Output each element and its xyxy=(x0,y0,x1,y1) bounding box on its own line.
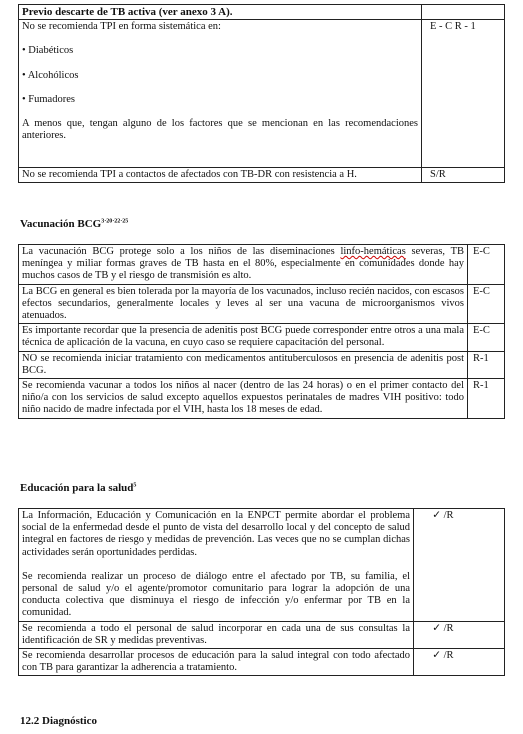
tpi-table xyxy=(18,4,505,183)
list-item: • Fumadores xyxy=(22,93,75,105)
recommendation-cell: Se recomienda vacunar a todos los niños al nacer (dentro de las 24 horas) o en el primer contacto del niño/a con los servicios de salud excepto aquellos expuestos perinatales de madres VIH positivo: todo niño nacido de madre infectada por el VIH, hasta los 18 meses de edad. xyxy=(19,379,468,419)
table-row xyxy=(19,621,505,648)
tpi-header: Previo descarte de TB activa (ver anexo 3 A). xyxy=(19,5,422,20)
table-row xyxy=(19,284,505,324)
recommendation-cell xyxy=(19,245,468,285)
recommendation-cell: NO se recomienda iniciar tratamiento con medicamentos antituberculosos en presencia de adenitis post BCG. xyxy=(19,351,468,378)
reference-superscript: 3·20·22·25 xyxy=(101,218,129,225)
code-cell: E - C R - 1 xyxy=(422,20,505,168)
recommendation-text: La vacunación BCG protege solo a los niños de las diseminaciones xyxy=(22,246,341,257)
table-row xyxy=(19,324,505,351)
code-cell xyxy=(422,5,505,20)
code-cell: R-1 xyxy=(468,379,505,419)
code-cell: E-C xyxy=(468,245,505,285)
table-row xyxy=(19,351,505,378)
recommendation-cell: Se recomienda a todo el personal de salud incorporar en cada una de sus consultas la identificación de SR y medidas preventivas. xyxy=(19,621,414,648)
section-title-education xyxy=(20,482,136,494)
recommendation-cell: Es importante recordar que la presencia de adenitis post BCG puede corresponder entre otros a una mala técnica de aplicación de la vacuna, en cuyo caso se requiere capacitación del personal. xyxy=(19,324,468,351)
section-title-text: Educación para la salud xyxy=(20,482,134,494)
code-cell xyxy=(414,509,505,622)
list-item: • Diabéticos xyxy=(22,45,74,57)
table-row xyxy=(19,649,505,676)
checkmark-icon: ✓ xyxy=(432,650,441,662)
checkmark-icon: ✓ xyxy=(432,622,441,634)
recommendation-text: severas, TB meníngea y miliar formas graves de TB hasta en el 80%, especialmente en comunidades donde hay muchos casos de TB y el riesgo de transmisión es alto. xyxy=(22,246,464,282)
grade-code: /R xyxy=(443,622,454,634)
recommendation-cell: No se recomienda TPI a contactos de afectados con TB-DR con resistencia a H. xyxy=(19,168,422,183)
code-cell: E-C xyxy=(468,284,505,324)
section-title-bcg xyxy=(20,218,128,230)
grade-code: /R xyxy=(443,650,454,662)
code-cell: S/R xyxy=(422,168,505,183)
table-row xyxy=(19,5,505,20)
section-title-text: Vacunación BCG xyxy=(20,218,102,230)
code-cell: E-C xyxy=(468,324,505,351)
recommendation-cell: La BCG en general es bien tolerada por la mayoría de los vacunados, incluso recién nacidos, con escasos efectos secundarios, generalmente locales y leves al ser una vacuna de microorganismos vivos atenuados. xyxy=(19,284,468,324)
recommendation-cell xyxy=(19,509,414,622)
code-cell: R-1 xyxy=(468,351,505,378)
code-cell xyxy=(414,621,505,648)
recommendation-paragraph: Se recomienda realizar un proceso de diálogo entre el afectado por TB, su familia, el personal de salud y/o el agente/promotor comunitario para lograr la adopción de una conducta colectiva que disminuya el riesgo de infección y/o enfermar por TB en la comunidad. xyxy=(22,570,410,619)
table-row xyxy=(19,509,505,622)
checkmark-icon: ✓ xyxy=(432,510,441,521)
section-title-diagnosis: 12.2 Diagnóstico xyxy=(20,715,97,727)
recommendation-cell: Se recomienda desarrollar procesos de educación para la salud integral con todo afectado con TB para garantizar la adherencia a tratamiento. xyxy=(19,649,414,676)
education-table xyxy=(18,508,505,676)
recommendation-outro: A menos que, tengan alguno de los factores que se mencionan en las recomendaciones anteriores. xyxy=(22,118,418,142)
table-row xyxy=(19,168,505,183)
table-row xyxy=(19,245,505,285)
recommendation-intro: No se recomienda TPI en forma sistemática en: xyxy=(22,21,221,33)
code-cell xyxy=(414,649,505,676)
table-row xyxy=(19,20,505,168)
recommendation-paragraph: La Información, Educación y Comunicación en la ENPCT permite abordar el problema social de la enfermedad desde el punto de vista del desarrollo local y del concepto de salud integral en factores de riesgo y medidas de prevención. Las veces que no se cumplan dichas actividades serán oportunidades perdidas. xyxy=(22,510,410,558)
recommendation-cell xyxy=(19,20,422,168)
grade-code: /R xyxy=(443,510,454,521)
reference-superscript: 5 xyxy=(133,482,137,489)
spellcheck-marked-word: linfo-hemáticas xyxy=(340,246,406,257)
list-item: • Alcohólicos xyxy=(22,69,79,81)
bcg-table xyxy=(18,244,505,419)
table-row xyxy=(19,379,505,419)
